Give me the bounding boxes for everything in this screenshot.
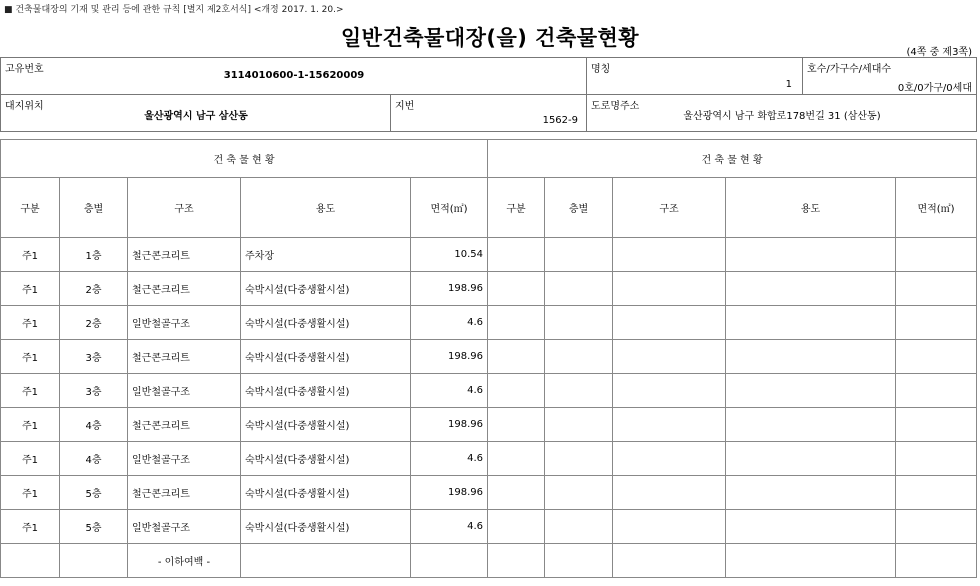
- empty-cell: [896, 238, 977, 272]
- empty-cell: [896, 272, 977, 306]
- cell-use: 숙박시설(다중생활시설): [241, 374, 411, 408]
- col-header-use-right: 용도: [726, 178, 896, 238]
- column-header-row: [1, 178, 977, 238]
- building-status-table: [0, 139, 977, 578]
- empty-cell: [545, 544, 613, 578]
- empty-cell: [545, 340, 613, 374]
- cell-use: 숙박시설(다중생활시설): [241, 442, 411, 476]
- col-header-area: 면적(㎡): [411, 178, 488, 238]
- cell-floor: 3층: [60, 374, 128, 408]
- empty-cell: [896, 544, 977, 578]
- lot-cell: [391, 95, 587, 132]
- empty-cell: [896, 476, 977, 510]
- empty-cell: [726, 374, 896, 408]
- empty-cell: [896, 306, 977, 340]
- cell-use: 숙박시설(다중생활시설): [241, 408, 411, 442]
- table-row: [1, 510, 977, 544]
- empty-cell: [726, 340, 896, 374]
- table-row: [1, 408, 977, 442]
- empty-cell: [613, 408, 726, 442]
- empty-cell: [726, 272, 896, 306]
- empty-cell: [613, 476, 726, 510]
- cell-use: 숙박시설(다중생활시설): [241, 476, 411, 510]
- empty-cell: [726, 408, 896, 442]
- empty-cell: [241, 544, 411, 578]
- cell-type: 주1: [1, 476, 60, 510]
- units-value: 0호/0가구/0세대: [897, 83, 972, 94]
- empty-cell: [488, 306, 545, 340]
- end-row: [1, 544, 977, 578]
- empty-cell: [726, 544, 896, 578]
- cell-structure: 일반철골구조: [128, 306, 241, 340]
- name-cell: [587, 58, 803, 95]
- empty-cell: [613, 510, 726, 544]
- empty-cell: [488, 442, 545, 476]
- empty-cell: [896, 374, 977, 408]
- empty-cell: [545, 272, 613, 306]
- empty-cell: [896, 340, 977, 374]
- empty-cell: [1, 544, 60, 578]
- table-row: [1, 238, 977, 272]
- unique-no-value: 3114010600-1-15620009: [223, 70, 365, 81]
- cell-type: 주1: [1, 442, 60, 476]
- cell-floor: 4층: [60, 442, 128, 476]
- form-header-note: ■ 건축물대장의 기재 및 관리 등에 관한 규칙 [별지 제2호서식] <개정 2017. 1. 20.>: [4, 5, 344, 15]
- empty-cell: [613, 238, 726, 272]
- empty-cell: [613, 374, 726, 408]
- empty-cell: [488, 510, 545, 544]
- cell-type: 주1: [1, 408, 60, 442]
- unique-no-label: 고유번호: [5, 64, 44, 75]
- name-value: 1: [785, 79, 792, 90]
- cell-floor: 4층: [60, 408, 128, 442]
- empty-cell: [411, 544, 488, 578]
- empty-cell: [488, 238, 545, 272]
- empty-cell: [726, 306, 896, 340]
- empty-cell: [896, 510, 977, 544]
- unique-no-cell: [1, 58, 587, 95]
- end-note: - 이하여백 -: [128, 544, 241, 578]
- road-cell: [587, 95, 977, 132]
- section-header-row: [1, 140, 977, 178]
- lot-value: 1562-9: [542, 115, 578, 126]
- table-row: [1, 340, 977, 374]
- lot-label: 지번: [395, 101, 415, 112]
- cell-area: 4.6: [411, 306, 488, 340]
- cell-use: 숙박시설(다중생활시설): [241, 306, 411, 340]
- col-header-area-right: 면적(㎡): [896, 178, 977, 238]
- cell-area: 198.96: [411, 272, 488, 306]
- empty-cell: [60, 544, 128, 578]
- cell-floor: 5층: [60, 510, 128, 544]
- empty-cell: [545, 408, 613, 442]
- empty-cell: [613, 442, 726, 476]
- cell-area: 10.54: [411, 238, 488, 272]
- col-header-structure-right: 구조: [613, 178, 726, 238]
- empty-cell: [613, 272, 726, 306]
- cell-floor: 2층: [60, 306, 128, 340]
- col-header-floor: 층별: [60, 178, 128, 238]
- cell-structure: 철근콘크리트: [128, 408, 241, 442]
- page-number: (4쪽 중 제3쪽): [906, 47, 972, 58]
- cell-structure: 일반철골구조: [128, 374, 241, 408]
- info-table-row2: [0, 94, 977, 132]
- section-right-title: 건 축 물 현 황: [488, 140, 977, 178]
- cell-area: 4.6: [411, 510, 488, 544]
- name-label: 명칭: [591, 64, 611, 75]
- section-left-title: 건 축 물 현 황: [1, 140, 488, 178]
- empty-cell: [545, 510, 613, 544]
- cell-floor: 3층: [60, 340, 128, 374]
- empty-cell: [545, 442, 613, 476]
- empty-cell: [896, 408, 977, 442]
- site-cell: [1, 95, 391, 132]
- empty-cell: [613, 340, 726, 374]
- empty-cell: [488, 544, 545, 578]
- table-row: [1, 272, 977, 306]
- empty-cell: [613, 544, 726, 578]
- empty-cell: [488, 374, 545, 408]
- cell-structure: 일반철골구조: [128, 510, 241, 544]
- page-title: 일반건축물대장(을) 건축물현황: [340, 26, 640, 50]
- empty-cell: [726, 238, 896, 272]
- cell-area: 198.96: [411, 476, 488, 510]
- cell-type: 주1: [1, 340, 60, 374]
- table-row: [1, 374, 977, 408]
- cell-structure: 철근콘크리트: [128, 340, 241, 374]
- cell-use: 숙박시설(다중생활시설): [241, 272, 411, 306]
- empty-cell: [488, 476, 545, 510]
- cell-area: 4.6: [411, 442, 488, 476]
- cell-floor: 2층: [60, 272, 128, 306]
- empty-cell: [545, 306, 613, 340]
- empty-cell: [545, 476, 613, 510]
- empty-cell: [613, 306, 726, 340]
- cell-area: 4.6: [411, 374, 488, 408]
- cell-type: 주1: [1, 306, 60, 340]
- cell-area: 198.96: [411, 340, 488, 374]
- cell-area: 198.96: [411, 408, 488, 442]
- cell-structure: 철근콘크리트: [128, 476, 241, 510]
- cell-type: 주1: [1, 272, 60, 306]
- road-value: 울산광역시 남구 화합로178번길 31 (삼산동): [683, 111, 881, 122]
- cell-use: 주차장: [241, 238, 411, 272]
- cell-floor: 1층: [60, 238, 128, 272]
- empty-cell: [545, 238, 613, 272]
- col-header-floor-right: 층별: [545, 178, 613, 238]
- col-header-structure: 구조: [128, 178, 241, 238]
- empty-cell: [896, 442, 977, 476]
- empty-cell: [488, 340, 545, 374]
- units-cell: [803, 58, 977, 95]
- table-row: [1, 306, 977, 340]
- cell-structure: 일반철골구조: [128, 442, 241, 476]
- col-header-use: 용도: [241, 178, 411, 238]
- cell-structure: 철근콘크리트: [128, 272, 241, 306]
- cell-structure: 철근콘크리트: [128, 238, 241, 272]
- road-label: 도로명주소: [591, 101, 640, 112]
- cell-type: 주1: [1, 238, 60, 272]
- cell-floor: 5층: [60, 476, 128, 510]
- info-table-row1: [0, 57, 977, 95]
- empty-cell: [488, 408, 545, 442]
- site-label: 대지위치: [5, 101, 44, 112]
- col-header-type: 구분: [1, 178, 60, 238]
- col-header-type-right: 구분: [488, 178, 545, 238]
- cell-type: 주1: [1, 374, 60, 408]
- empty-cell: [726, 442, 896, 476]
- site-value: 울산광역시 남구 삼산동: [144, 111, 248, 122]
- cell-use: 숙박시설(다중생활시설): [241, 510, 411, 544]
- table-row: [1, 476, 977, 510]
- empty-cell: [726, 476, 896, 510]
- empty-cell: [488, 272, 545, 306]
- cell-type: 주1: [1, 510, 60, 544]
- units-label: 호수/가구수/세대수: [807, 64, 892, 75]
- empty-cell: [545, 374, 613, 408]
- cell-use: 숙박시설(다중생활시설): [241, 340, 411, 374]
- empty-cell: [726, 510, 896, 544]
- table-row: [1, 442, 977, 476]
